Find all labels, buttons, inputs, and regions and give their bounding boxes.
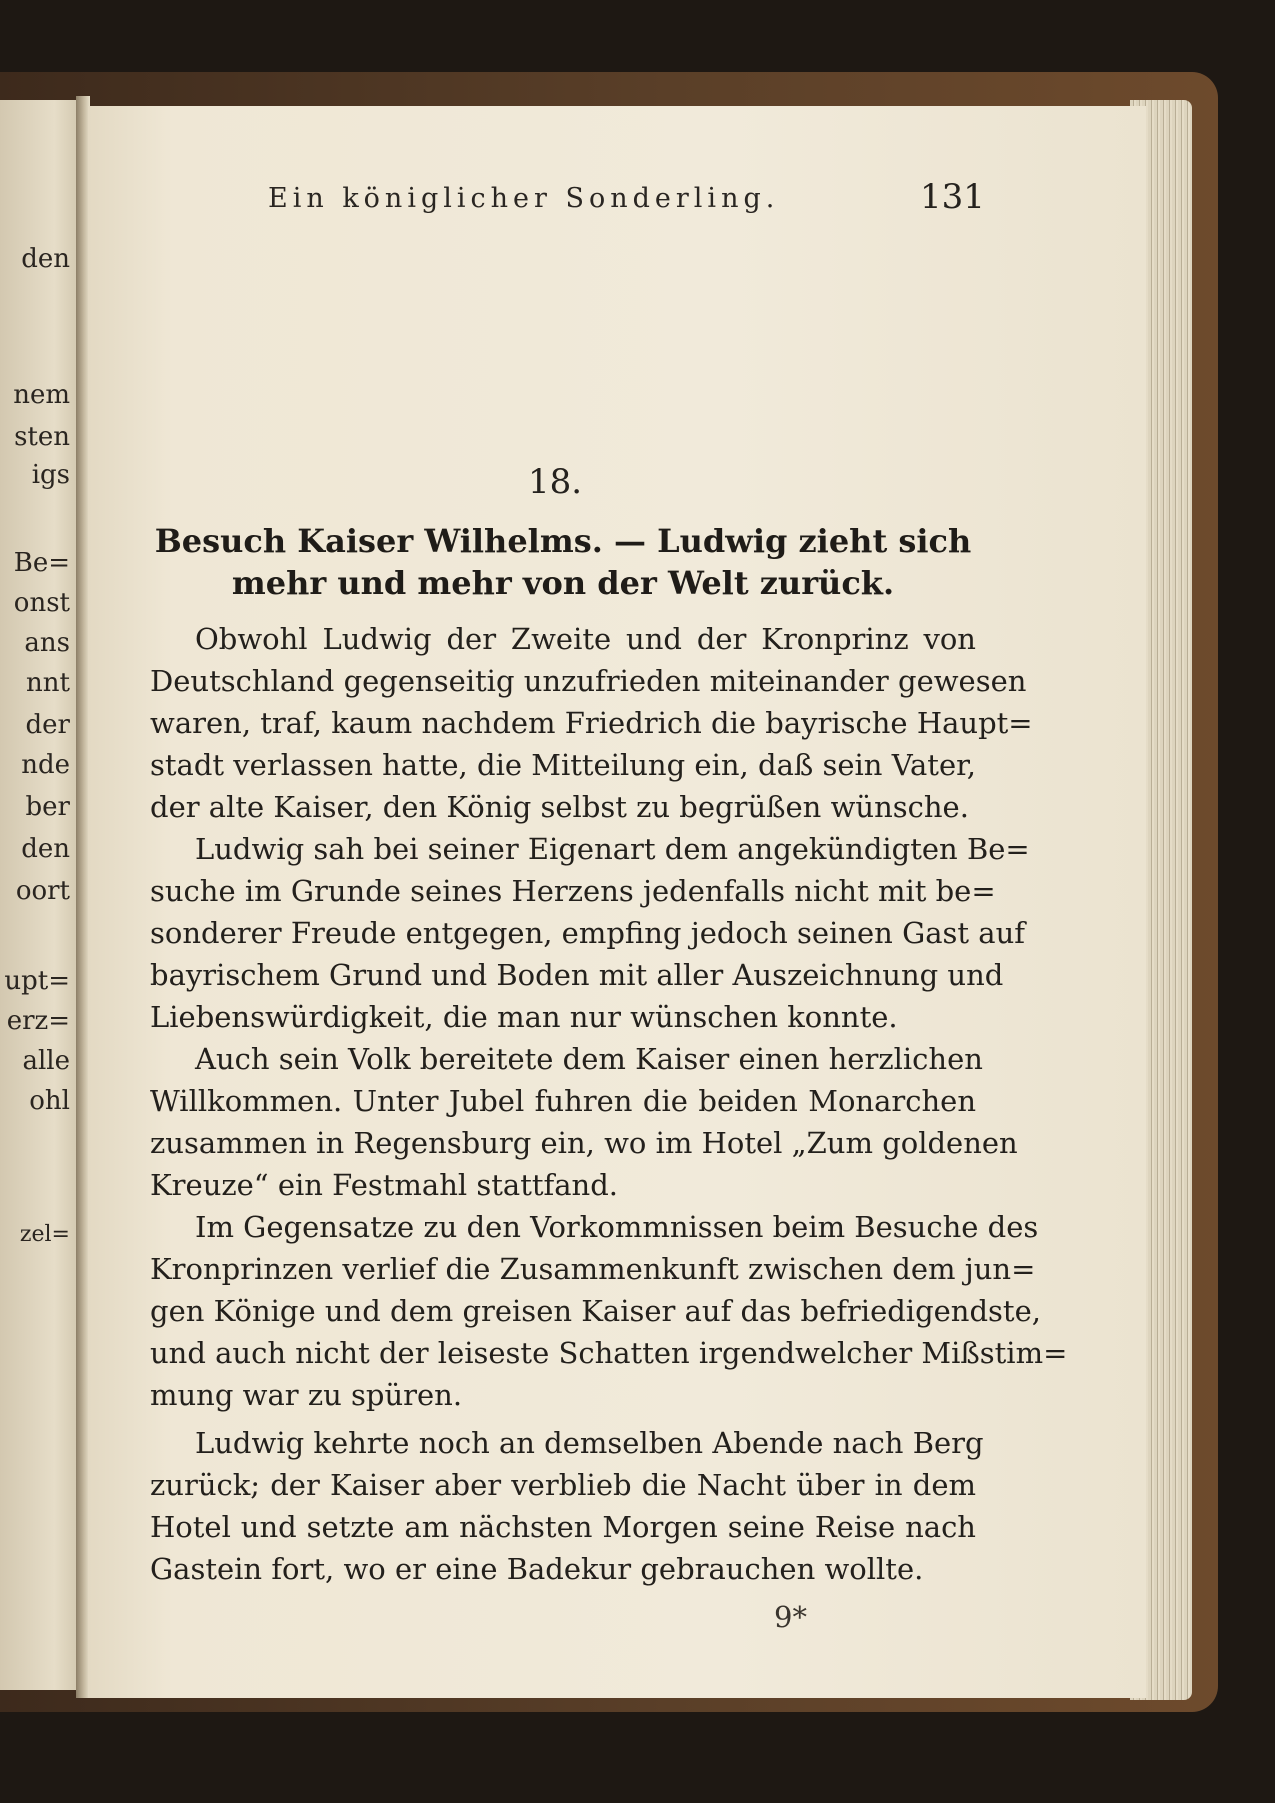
left-page-fragment: Be= — [13, 548, 70, 578]
left-page-fragment: nem — [13, 380, 70, 410]
body-line: Obwohl Ludwig der Zweite und der Kronprinz von — [195, 622, 976, 656]
left-page-fragment: alle — [22, 1046, 70, 1076]
left-page-fragment: erz= — [6, 1006, 70, 1036]
body-line: waren, traf, kaum nachdem Friedrich die bayrische Haupt= — [150, 706, 1033, 740]
chapter-number: 18. — [528, 462, 583, 502]
left-page-fragment: sten — [14, 422, 70, 452]
left-page-fragment: ber — [25, 792, 70, 822]
signature-mark: 9* — [774, 1600, 807, 1634]
body-line: Deutschland gegenseitig unzufrieden miteinander gewesen — [150, 664, 1027, 698]
body-line: Im Gegensatze zu den Vorkommnissen beim Besuche des — [195, 1210, 1039, 1244]
body-line: Kreuze“ ein Festmahl stattfand. — [150, 1168, 618, 1202]
body-line: Hotel und setzte am nächsten Morgen seine Reise nach — [150, 1510, 976, 1544]
left-page-fragment: nde — [21, 750, 70, 780]
left-page-fragment: nnt — [26, 668, 70, 698]
left-page-fragment: onst — [13, 588, 70, 618]
body-line: Willkommen. Unter Jubel fuhren die beiden Monarchen — [150, 1084, 976, 1118]
body-line: zusammen in Regensburg ein, wo im Hotel „Zum goldenen — [150, 1126, 1018, 1160]
body-line: zurück; der Kaiser aber verblieb die Nacht über in dem — [150, 1468, 976, 1502]
left-page-fragment: upt= — [4, 966, 70, 996]
body-line: suche im Grunde seines Herzens jedenfalls nicht mit be= — [150, 874, 996, 908]
left-page-fragment: ohl — [29, 1086, 70, 1116]
running-title: Ein königlicher Sonderling. — [268, 183, 780, 214]
body-line: Ludwig sah bei seiner Eigenart dem angekündigten Be= — [195, 832, 1030, 866]
body-line: Ludwig kehrte noch an demselben Abende nach Berg — [195, 1426, 984, 1460]
left-page-fragment: ans — [24, 628, 70, 658]
body-line: der alte Kaiser, den König selbst zu begrüßen wünsche. — [150, 790, 969, 824]
body-line: sonderer Freude entgegen, empfing jedoch seinen Gast auf — [150, 916, 1025, 950]
body-line: Gastein fort, wo er eine Badekur gebrauchen wollte. — [150, 1552, 924, 1586]
left-page-fragment: den — [21, 834, 70, 864]
body-line: und auch nicht der leiseste Schatten irgendwelcher Mißstim= — [150, 1336, 1068, 1370]
body-line: Auch sein Volk bereitete dem Kaiser einen herzlichen — [195, 1042, 983, 1076]
left-page-fragment: oort — [15, 876, 70, 906]
body-line: stadt verlassen hatte, die Mitteilung ein, daß sein Vater, — [150, 748, 976, 782]
left-page-fragment: der — [25, 710, 70, 740]
left-page-fragment: den — [21, 244, 70, 274]
page-number: 131 — [920, 177, 985, 217]
left-page-fragment: zel= — [19, 1222, 70, 1247]
body-line: Kronprinzen verlief die Zusammenkunft zwischen dem jun= — [150, 1252, 1036, 1286]
body-line: Liebenswürdigkeit, die man nur wünschen konnte. — [150, 1000, 898, 1034]
left-page — [0, 100, 84, 1690]
left-page-fragment: igs — [31, 460, 70, 490]
body-line: bayrischem Grund und Boden mit aller Auszeichnung und — [150, 958, 1004, 992]
body-line: gen Könige und dem greisen Kaiser auf das befriedigendste, — [150, 1294, 1041, 1328]
chapter-title: Besuch Kaiser Wilhelms. — Ludwig zieht sich mehr und mehr von der Welt zurück. — [154, 522, 972, 602]
body-line: mung war zu spüren. — [150, 1378, 463, 1412]
